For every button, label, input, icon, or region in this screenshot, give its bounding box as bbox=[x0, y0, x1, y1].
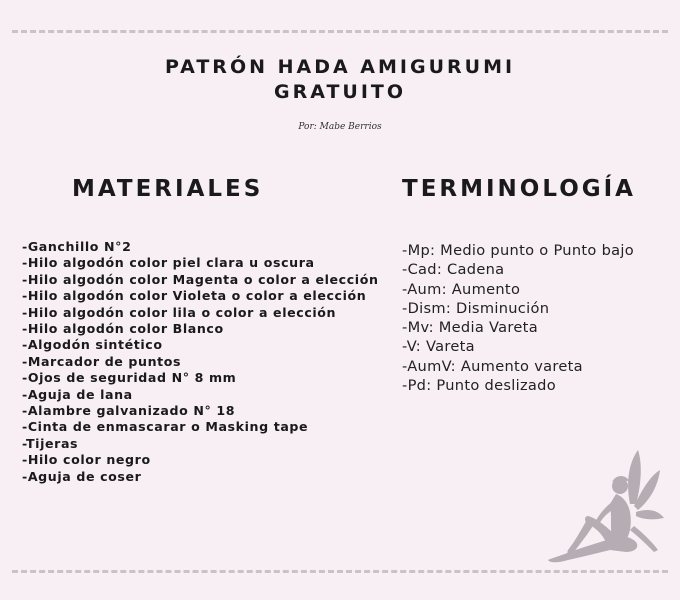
list-item: -Aum: Aumento bbox=[402, 280, 521, 298]
title-line-2: GRATUITO bbox=[273, 81, 407, 103]
terminology-heading: TERMINOLOGÍA bbox=[402, 176, 636, 202]
list-item: -Hilo algodón color lila o color a elección bbox=[22, 304, 337, 320]
list-item: -Cinta de enmascarar o Masking tape bbox=[22, 419, 309, 435]
top-dashed-divider bbox=[12, 30, 668, 33]
list-item: -Pd: Punto deslizado bbox=[402, 377, 556, 395]
list-item: -Hilo algodón color Magenta o color a elección bbox=[22, 271, 379, 287]
bottom-dashed-divider bbox=[12, 570, 668, 573]
list-item: -Mp: Medio punto o Punto bajo bbox=[402, 242, 634, 259]
materials-list bbox=[22, 239, 379, 485]
terminology-list bbox=[402, 241, 634, 395]
list-item: -Marcador de puntos bbox=[22, 353, 182, 369]
list-item: -Tijeras bbox=[22, 435, 79, 451]
materials-heading: MATERIALES bbox=[72, 176, 264, 202]
list-item: -Mv: Media Vareta bbox=[402, 319, 538, 337]
title-line-1: PATRÓN HADA AMIGURUMI bbox=[164, 56, 516, 78]
list-item: -Algodón sintético bbox=[22, 337, 163, 353]
list-item: -Alambre galvanizado N° 18 bbox=[22, 403, 236, 419]
list-item: -Hilo color negro bbox=[22, 452, 151, 468]
list-item: -Dism: Disminución bbox=[402, 299, 550, 317]
list-item: -Cad: Cadena bbox=[402, 261, 505, 279]
list-item: -Hilo algodón color piel clara u oscura bbox=[22, 255, 315, 271]
list-item: -Ojos de seguridad N° 8 mm bbox=[22, 370, 237, 386]
list-item: -Ganchillo N°2 bbox=[22, 239, 132, 254]
list-item: -Aguja de coser bbox=[22, 468, 142, 484]
list-item: -AumV: Aumento vareta bbox=[402, 357, 583, 375]
list-item: -Aguja de lana bbox=[22, 386, 133, 402]
document-title bbox=[0, 55, 680, 105]
list-item: -V: Vareta bbox=[402, 338, 475, 356]
fairy-silhouette-icon bbox=[546, 446, 670, 570]
list-item: -Hilo algodón color Violeta o color a elección bbox=[22, 288, 367, 304]
list-item: -Hilo algodón color Blanco bbox=[22, 321, 224, 337]
author-credit: Por: Mabe Berrios bbox=[298, 122, 382, 132]
